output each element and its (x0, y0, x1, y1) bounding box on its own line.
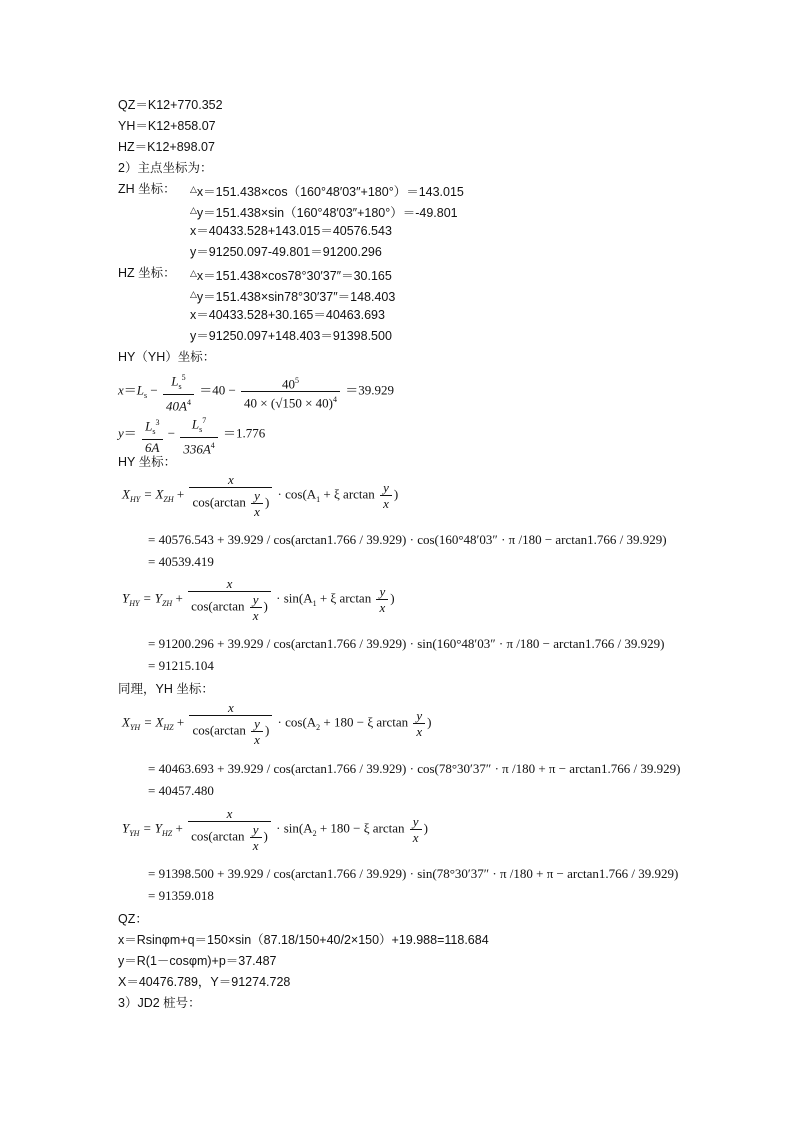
hz-delta-y: △y＝151.438×sin78°30′37″＝148.403 (190, 289, 396, 304)
hz-station: HZ＝K12+898.07 (118, 140, 215, 154)
zh-delta-y: △y＝151.438×sin（160°48′03″+180°）＝-49.801 (190, 205, 458, 220)
qz-x-formula: x＝Rsinφm+q＝150×sin（87.18/150+40/2×150）+19.988=118.684 (118, 933, 489, 947)
yh-x-formula: $X_{YH} = X_{HZ}$ + x cos(arctan $\frac{y}{x}$ ) · $\cos(A_2 + 180 - \xi$ arctan $\frac{y}{x}$ ) (122, 700, 432, 747)
yh-y-substitution: = 91398.500 + 39.929 / cos(arctan1.766 / 39.929) · sin(78°30′37″ · π /180 + π − arctan1.766 / 39.929) (148, 866, 679, 881)
yh-x-result: = 40457.480 (148, 783, 214, 798)
qz-station: QZ＝K12+770.352 (118, 98, 223, 112)
hy-x-formula: $X_{HY} = X_{ZH}$ + x cos(arctan $\frac{y}{x}$ ) · $\cos(A_1 + \xi$ arctan $\frac{y}{x}$ ) (122, 472, 399, 519)
hy-y-substitution: = 91200.296 + 39.929 / cos(arctan1.766 / 39.929) · sin(160°48′03″ · π /180 − arctan1.766 / 39.929) (148, 636, 665, 651)
qz-coordinates: X＝40476.789，Y＝91274.728 (118, 975, 291, 989)
hz-label: HZ 坐标： (118, 266, 176, 280)
hy-y-formula: $Y_{HY} = Y_{ZH}$ + x cos(arctan $\frac{y}{x}$ ) · $\sin(A_1 + \xi$ arctan $\frac{y}{x}$ ) (122, 576, 395, 623)
hy-x-substitution: = 40576.543 + 39.929 / cos(arctan1.766 / 39.929) · cos(160°48′03″ · π /180 − arctan1.766 / 39.929) (148, 532, 667, 547)
hy-x-result: = 40539.419 (148, 554, 214, 569)
delta-icon: △ (190, 289, 197, 299)
zh-label: ZH 坐标： (118, 182, 176, 196)
delta-icon: △ (190, 184, 197, 194)
section-2-heading: 2）主点坐标为： (118, 161, 213, 175)
hz-x: x＝40433.528+30.165＝40463.693 (190, 308, 385, 322)
hy-label: HY 坐标： (118, 455, 177, 469)
yh-station: YH＝K12+858.07 (118, 119, 216, 133)
yh-y-formula: $Y_{YH} = Y_{HZ}$ + x cos(arctan $\frac{y}{x}$ ) · $\sin(A_2 + 180 - \xi$ arctan $\frac{y}{x}$ ) (122, 806, 428, 853)
hy-y-result: = 91215.104 (148, 658, 214, 673)
yh-y-result: = 91359.018 (148, 888, 214, 903)
delta-icon: △ (190, 205, 197, 215)
formula-x: $x=L_s$ − $\frac{L_s^5}{40A^4}$ ＝40 − $\frac{40^5}{40 \times (√150 \times 40)^4}$ ＝39.929 (118, 370, 394, 414)
formula-y: y＝ $\frac{L_s^3}{6A}$ − $\frac{L_s^7}{336A^4}$ ＝1.776 (118, 413, 265, 456)
hy-yh-label: HY（YH）坐标： (118, 350, 216, 364)
section-3-heading: 3）JD2 桩号： (118, 996, 201, 1010)
hz-y: y＝91250.097+148.403＝91398.500 (190, 329, 392, 343)
hz-delta-x: △x＝151.438×cos78°30′37″＝30.165 (190, 268, 392, 283)
delta-icon: △ (190, 268, 197, 278)
qz-y-formula: y＝R(1－cosφm)+p＝37.487 (118, 954, 277, 968)
zh-x: x＝40433.528+143.015＝40576.543 (190, 224, 392, 238)
yh-label: 同理，YH 坐标： (118, 682, 214, 696)
zh-y: y＝91250.097-49.801＝91200.296 (190, 245, 382, 259)
zh-delta-x: △x＝151.438×cos（160°48′03″+180°）＝143.015 (190, 184, 464, 199)
qz-label: QZ： (118, 912, 148, 926)
yh-x-substitution: = 40463.693 + 39.929 / cos(arctan1.766 / 39.929) · cos(78°30′37″ · π /180 + π − arctan1.766 / 39.929) (148, 761, 681, 776)
